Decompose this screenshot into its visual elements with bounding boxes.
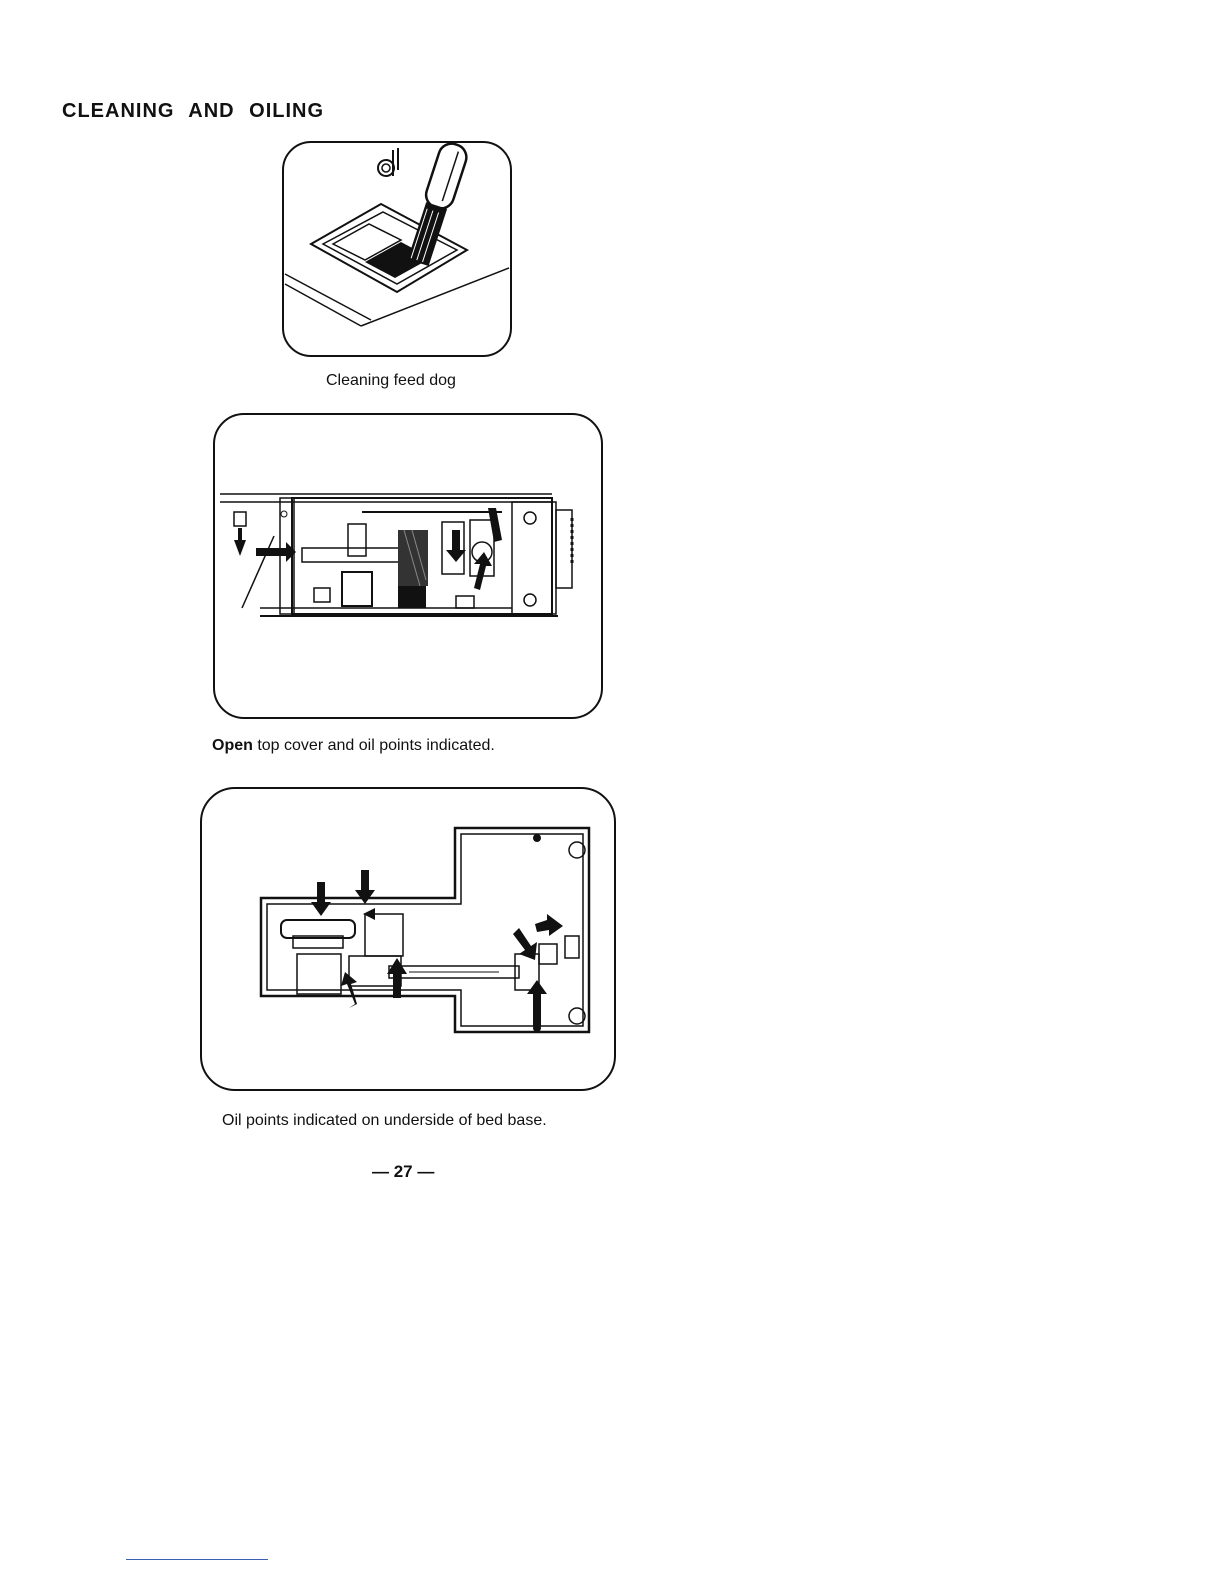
feed-dog-figure	[281, 140, 513, 358]
figure-caption-bed-base: Oil points indicated on underside of bed base.	[222, 1112, 547, 1129]
figure-caption-top-cover	[212, 737, 495, 755]
figure-caption-feed-dog: Cleaning feed dog	[326, 372, 456, 389]
caption-rest: top cover and oil points indicated.	[252, 737, 495, 754]
footnote-rule	[126, 1559, 268, 1560]
bed-base-figure	[199, 786, 617, 1092]
bed-base-underside-illustration	[199, 786, 617, 1092]
top-cover-mechanism-illustration	[212, 412, 604, 720]
brush-cleaning-feed-dog-illustration	[281, 140, 513, 358]
page-heading: CLEANING AND OILING	[62, 100, 325, 122]
top-cover-figure	[212, 412, 604, 720]
caption-bold-word: Open	[212, 737, 253, 754]
page-number: — 27 —	[372, 1162, 435, 1181]
